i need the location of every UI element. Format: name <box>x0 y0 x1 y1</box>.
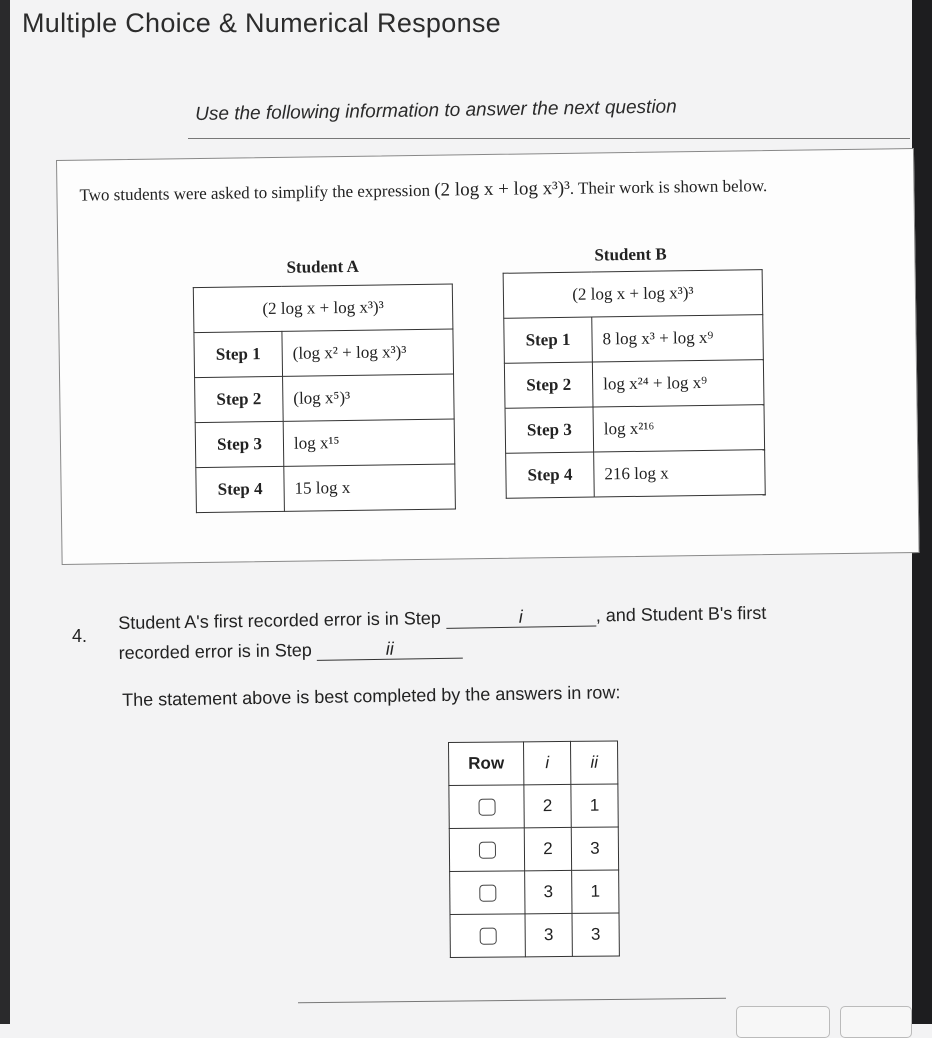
student-b-label: Student B <box>594 244 667 265</box>
instruction-text: Use the following information to answer the next question <box>195 96 677 125</box>
table-row <box>194 329 454 378</box>
table-row <box>196 464 456 513</box>
question-text <box>118 596 909 668</box>
table-header-row <box>449 741 618 785</box>
intro-before: Two students were asked to simplify the expression <box>79 180 431 205</box>
step-label: Step 4 <box>196 466 285 512</box>
answer-row-b[interactable] <box>449 827 618 871</box>
table-row <box>506 450 766 499</box>
step-label: Step 3 <box>505 407 594 453</box>
screen-bezel-left <box>0 0 10 1024</box>
step-label: Step 4 <box>506 452 595 498</box>
answer-option[interactable] <box>449 785 524 829</box>
previous-button[interactable] <box>736 1006 830 1038</box>
table-row <box>195 374 455 423</box>
answer-row-d[interactable] <box>450 913 619 957</box>
step-expression: 216 log x <box>594 450 766 497</box>
question-part3: recorded error is in Step <box>118 639 312 663</box>
table-row <box>504 315 764 364</box>
radio-button[interactable] <box>479 928 496 945</box>
radio-button[interactable] <box>479 885 496 902</box>
column-header-ii: ii <box>570 741 617 784</box>
answer-value-ii: 1 <box>571 784 618 827</box>
divider <box>188 138 910 139</box>
step-label: Step 2 <box>504 362 593 408</box>
table-row <box>503 270 763 319</box>
step-label: Step 2 <box>195 376 284 422</box>
page-title: Multiple Choice & Numerical Response <box>22 8 502 38</box>
question-part1: Student A's first recorded error is in Step <box>118 607 441 633</box>
intro-after: . Their work is shown below. <box>569 176 768 198</box>
student-a-label: Student A <box>286 256 359 277</box>
information-box <box>56 148 920 565</box>
radio-button[interactable] <box>478 799 495 816</box>
column-header-row: Row <box>449 742 524 786</box>
column-header-i: i <box>524 741 571 784</box>
step-label: Step 1 <box>504 317 593 363</box>
answer-option[interactable] <box>449 828 524 872</box>
answer-value-i: 2 <box>524 827 571 870</box>
student-b-header-expr: (2 log x + log x³)³ <box>503 270 763 319</box>
answer-value-i: 2 <box>524 784 571 827</box>
intro-text <box>79 174 879 207</box>
student-a-table <box>193 283 456 513</box>
step-label: Step 1 <box>194 331 283 377</box>
table-row <box>195 419 455 468</box>
answer-value-i: 3 <box>525 870 572 913</box>
answer-table <box>448 741 620 958</box>
blank-ii: ii <box>317 638 463 661</box>
question-part2: , and Student B's first <box>595 602 767 626</box>
blank-i: i <box>446 605 596 628</box>
step-expression: 15 log x <box>284 464 456 511</box>
answer-row-c[interactable] <box>450 870 619 914</box>
table-row <box>193 284 453 333</box>
table-row <box>504 360 764 409</box>
radio-button[interactable] <box>478 842 495 859</box>
intro-expression: (2 log x + log x³)³ <box>434 177 570 201</box>
next-button[interactable] <box>840 1006 912 1038</box>
step-expression: (log x⁵)³ <box>283 374 455 421</box>
step-expression: log x²¹⁶ <box>593 405 765 452</box>
question-prompt: The statement above is best completed by the answers in row: <box>122 682 621 710</box>
step-expression: (log x² + log x³)³ <box>282 329 454 376</box>
student-b-table <box>503 269 766 499</box>
step-expression: 8 log x³ + log x⁹ <box>592 315 764 362</box>
answer-value-ii: 3 <box>571 827 618 870</box>
answer-value-ii: 1 <box>572 870 619 913</box>
answer-row-a[interactable] <box>449 784 618 828</box>
student-a-header-expr: (2 log x + log x³)³ <box>193 284 453 333</box>
question-number: 4. <box>72 626 88 646</box>
answer-option[interactable] <box>450 871 525 915</box>
step-expression: log x¹⁵ <box>283 419 455 466</box>
step-expression: log x²⁴ + log x⁹ <box>592 360 764 407</box>
answer-value-i: 3 <box>525 913 572 956</box>
step-label: Step 3 <box>195 421 284 467</box>
table-row <box>505 405 765 454</box>
answer-value-ii: 3 <box>572 913 619 956</box>
answer-option[interactable] <box>450 914 525 958</box>
divider <box>298 998 726 1003</box>
